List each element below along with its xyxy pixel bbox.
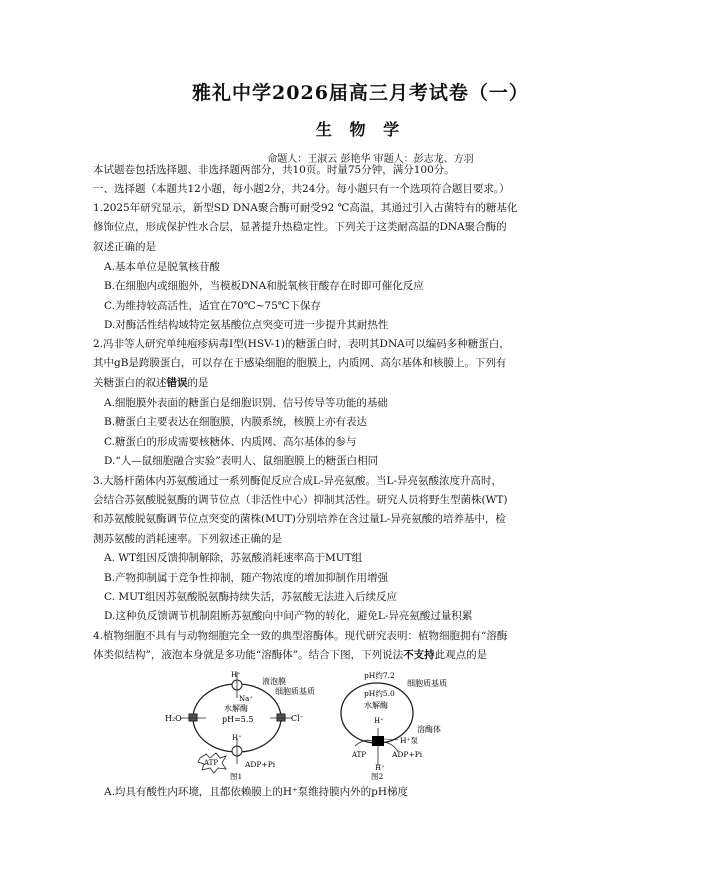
proton-pump-block-icon [372,736,384,746]
q2-stem-line-1: 2.冯非等人研究单纯疱疹病毒Ⅰ型(HSV-1)的糖蛋白时，表明其DNA可以编码多种糖蛋白， [93,338,510,350]
q1-stem-line-3: 叙述正确的是 [93,241,156,253]
fig2-enzyme: 水解酶 [364,701,388,710]
q3-stem-line-4: 测苏氨酸的消耗速率。下列叙述正确的是 [93,533,282,545]
q4-stem-text: 体类似结构”，液泡本身就是多功能“溶酶体”。结合下图，下列说法 [93,649,404,661]
q2-option-d: D.“人—鼠细胞融合实验”表明人、鼠细胞膜上的糖蛋白相同 [104,455,379,467]
fig1-ph: pH=5.5 [222,715,254,724]
fig2-ph-out: pH约7.2 [364,671,395,680]
q3-option-c: C. MUT组因苏氨酸脱氨酶持续失活，苏氨酸无法进入后续反应 [104,591,397,603]
q1-stem-line-1: 1.2025年研究显示，新型SD DNA聚合酶可耐受92 ℃高温，其通过引入古菌特有的糖基化 [93,202,518,214]
fig1-na: Na⁺ [239,695,253,703]
fig2-caption: 图2 [371,772,384,781]
fig2-lysosome-label: 溶酶体 [417,725,441,734]
fig2-atp: ATP [352,751,367,759]
q2-stem-line-3 [93,376,209,390]
fig1-membrane-label: 液泡膜 [262,677,286,686]
figure-2-lysosome-diagram [322,668,482,783]
fig1-h2o: H₂O [165,714,182,723]
fig1-cl: Cl⁻ [291,714,304,723]
q4-option-a: A.均具有酸性内环境，且都依赖膜上的H⁺泵维持膜内外的pH梯度 [104,786,408,798]
fig1-h-bottom: H⁺ [232,734,242,742]
fig1-caption: 图1 [230,772,243,781]
q3-stem-line-3: 和苏氨酸脱氨酶调节位点突变的菌株(MUT)分别培养在含过量L-异亮氨酸的培养基中，检 [93,513,506,525]
q4-stem-emphasis: 不支持 [403,649,435,661]
water-channel-icon [189,714,197,721]
q2-option-b: B.糖蛋白主要表达在细胞膜，内膜系统，核膜上亦有表达 [104,416,368,428]
q4-stem-line-2 [93,648,487,662]
q3-option-d: D.这种负反馈调节机制阻断苏氨酸向中间产物的转化，避免L-异亮氨酸过量积累 [104,610,473,622]
authors-line: 命题人：王淑云 彭艳华 审题人：彭志龙、方羽 [267,154,474,165]
q4-stem-line-1: 4.植物细胞不具有与动物细胞完全一致的典型溶酶体。现代研究表明：植物细胞拥有“溶酶 [93,630,508,642]
q1-option-d: D.对酶活性结构域特定氨基酸位点突变可进一步提升其耐热性 [104,319,389,331]
figure-1-vacuole-diagram [162,668,322,783]
fig1-atp: ATP [204,759,219,767]
fig1-adp: ADP+Pi [245,760,276,769]
q3-option-b: B.产物抑制属于竞争性抑制，随产物浓度的增加抑制作用增强 [104,572,389,584]
fig2-h-out: H⁺ [375,764,385,772]
q2-stem-emphasis: 错误 [166,377,188,389]
exam-title: 雅礼中学2026届高三月考试卷（一） [192,82,529,104]
fig2-adp: ADP+Pi [392,750,423,759]
q2-option-a: A.细胞膜外表面的糖蛋白是细胞识别、信号传导等功能的基础 [104,397,388,409]
fig2-pump-label: H⁺泵 [400,736,418,745]
fig2-h-in: H⁺ [374,717,384,725]
q3-stem-line-1: 3.大肠杆菌体内苏氨酸通过一系列酶促反应合成L-异亮氨酸。当L-异亮氨酸浓度升高时， [93,475,503,487]
fig1-matrix-label: 细胞质基质 [275,687,315,696]
q4-stem-tail: 此观点的是 [434,649,488,661]
q1-option-a: A.基本单位是脱氧核苷酸 [104,261,220,273]
q2-stem-line-2: 其中gB是跨膜蛋白，可以存在于感染细胞的胞膜上，内质网、高尔基体和核膜上。下列有 [93,357,507,369]
q1-option-b: B.在细胞内或细胞外，当模板DNA和脱氧核苷酸存在时即可催化反应 [104,280,424,292]
fig2-ph-in: pH约5.0 [364,689,395,698]
subject-title: 生 物 学 [315,120,406,139]
fig1-h-top: H⁺ [231,671,241,679]
q1-option-c: C.为维持较高活性，适宜在70℃~75℃下保存 [104,300,322,312]
q3-option-a: A. WT组因反馈抑制解除，苏氨酸消耗速率高于MUT组 [104,552,363,564]
q2-stem-text: 关糖蛋白的叙述 [93,377,167,389]
q3-stem-line-2: 会结合苏氨酸脱氨酶的调节位点（非活性中心）抑制其活性。研究人员将野生型菌株(WT) [93,494,508,506]
fig1-enzyme: 水解酶 [224,704,248,713]
section-heading: 一、选择题（本题共12小题，每小题2分，共24分。每小题只有一个选项符合题目要求。） [93,183,510,195]
q1-stem-line-2: 修饰位点，形成保护性水合层，显著提升热稳定性。下列关于这类耐高温的DNA聚合酶的 [93,221,507,233]
fig2-matrix: 细胞质基质 [407,679,447,688]
q2-option-c: C.糖蛋白的形成需要核糖体、内质网、高尔基体的参与 [104,436,357,448]
intro-text: 本试题卷包括选择题、非选择题两部分，共10页。时量75分钟，满分100分。 [93,164,455,176]
chloride-channel-icon [277,714,285,721]
q2-stem-tail: 的是 [187,377,209,389]
